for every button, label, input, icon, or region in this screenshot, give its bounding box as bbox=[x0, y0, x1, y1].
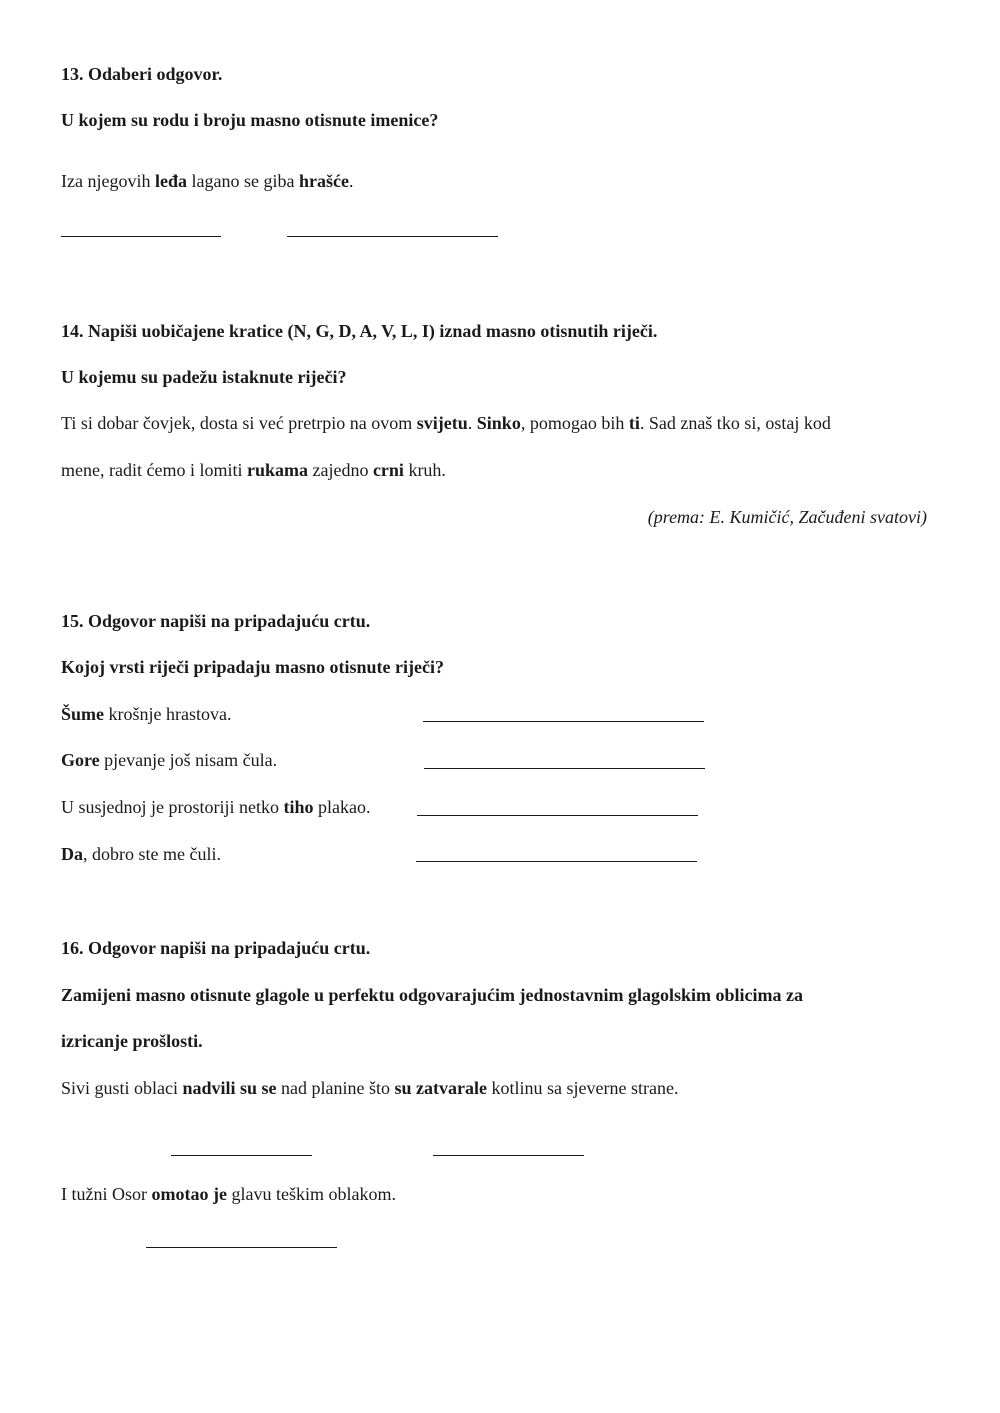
q15-bold-word: tiho bbox=[283, 797, 314, 817]
q15-item-3 bbox=[61, 796, 370, 818]
q13-sentence-text: . bbox=[348, 171, 354, 191]
q14-text: zajedno bbox=[307, 460, 373, 480]
q14-text: mene, radit ćemo i lomiti bbox=[61, 460, 247, 480]
q16-text: nad planine što bbox=[276, 1078, 395, 1098]
q13-sentence bbox=[61, 170, 353, 192]
q15-item-2 bbox=[61, 749, 277, 771]
q14-bold-word: ti bbox=[628, 413, 640, 433]
q16-text: I tužni Osor bbox=[61, 1184, 152, 1204]
q16-sentence-2 bbox=[61, 1183, 396, 1205]
q15-item-1 bbox=[61, 703, 231, 725]
q15-bold-word: Šume bbox=[61, 704, 105, 724]
q16-text: glavu teškim oblakom. bbox=[226, 1184, 396, 1204]
q15-answer-line-3[interactable] bbox=[417, 815, 698, 816]
q14-source-citation: (prema: E. Kumičić, Začuđeni svatovi) bbox=[647, 507, 927, 527]
q16-text: Sivi gusti oblaci bbox=[61, 1078, 183, 1098]
q15-answer-line-2[interactable] bbox=[424, 768, 705, 769]
q15-item-text: pjevanje još nisam čula. bbox=[99, 750, 278, 770]
q16-text: kotlinu sa sjeverne strane. bbox=[487, 1078, 679, 1098]
q13-answer-line-2[interactable] bbox=[287, 236, 498, 237]
q14-bold-word: Sinko bbox=[476, 413, 521, 433]
q15-item-text: krošnje hrastova. bbox=[104, 704, 232, 724]
q15-answer-line-4[interactable] bbox=[416, 861, 697, 862]
q14-question: U kojemu su padežu istaknute riječi? bbox=[61, 367, 347, 387]
q14-bold-word: svijetu bbox=[416, 413, 468, 433]
q15-bold-word: Gore bbox=[61, 750, 100, 770]
q16-question-line-2: izricanje prošlosti. bbox=[61, 1031, 203, 1051]
q15-item-4 bbox=[61, 843, 221, 865]
q13-question: U kojem su rodu i broju masno otisnute imenice? bbox=[61, 110, 439, 130]
q14-bold-word: crni bbox=[372, 460, 404, 480]
q16-bold-verb: su zatvarale bbox=[394, 1078, 488, 1098]
q13-sentence-text: Iza njegovih bbox=[61, 171, 155, 191]
q14-text: . Sad znaš tko si, ostaj kod bbox=[639, 413, 831, 433]
q16-bold-verb: nadvili su se bbox=[182, 1078, 277, 1098]
q16-answer-line-3[interactable] bbox=[146, 1247, 337, 1248]
q14-text: kruh. bbox=[403, 460, 446, 480]
q13-bold-word-1: leđa bbox=[154, 171, 187, 191]
q16-question-line-1: Zamijeni masno otisnute glagole u perfektu odgovarajućim jednostavnim glagolskim oblicima za bbox=[61, 985, 803, 1005]
q14-text-line-2 bbox=[61, 459, 446, 481]
q16-title: 16. Odgovor napiši na pripadajuću crtu. bbox=[61, 938, 371, 958]
q14-bold-word: rukama bbox=[246, 460, 308, 480]
q13-bold-word-2: hrašće bbox=[298, 171, 349, 191]
q14-title: 14. Napiši uobičajene kratice (N, G, D, A, V, L, I) iznad masno otisnutih riječi. bbox=[61, 321, 658, 341]
q15-question: Kojoj vrsti riječi pripadaju masno otisnute riječi? bbox=[61, 657, 444, 677]
q16-bold-verb: omotao je bbox=[151, 1184, 227, 1204]
q13-answer-line-1[interactable] bbox=[61, 236, 221, 237]
q16-answer-line-1[interactable] bbox=[171, 1155, 312, 1156]
q13-sentence-text: lagano se giba bbox=[186, 171, 299, 191]
q14-text: Ti si dobar čovjek, dosta si već pretrpio na ovom bbox=[61, 413, 417, 433]
q14-text: . bbox=[467, 413, 477, 433]
q16-answer-line-2[interactable] bbox=[433, 1155, 584, 1156]
q14-text: , pomogao bih bbox=[520, 413, 629, 433]
q15-item-text: , dobro ste me čuli. bbox=[83, 844, 221, 864]
q13-title: 13. Odaberi odgovor. bbox=[61, 64, 223, 84]
q15-item-text: plakao. bbox=[313, 797, 371, 817]
q16-sentence-1 bbox=[61, 1077, 678, 1099]
q15-item-text: U susjednoj je prostoriji netko bbox=[61, 797, 284, 817]
q15-bold-word: Da bbox=[61, 844, 83, 864]
q14-text-line-1 bbox=[61, 412, 831, 434]
q15-answer-line-1[interactable] bbox=[423, 721, 704, 722]
q15-title: 15. Odgovor napiši na pripadajuću crtu. bbox=[61, 611, 371, 631]
